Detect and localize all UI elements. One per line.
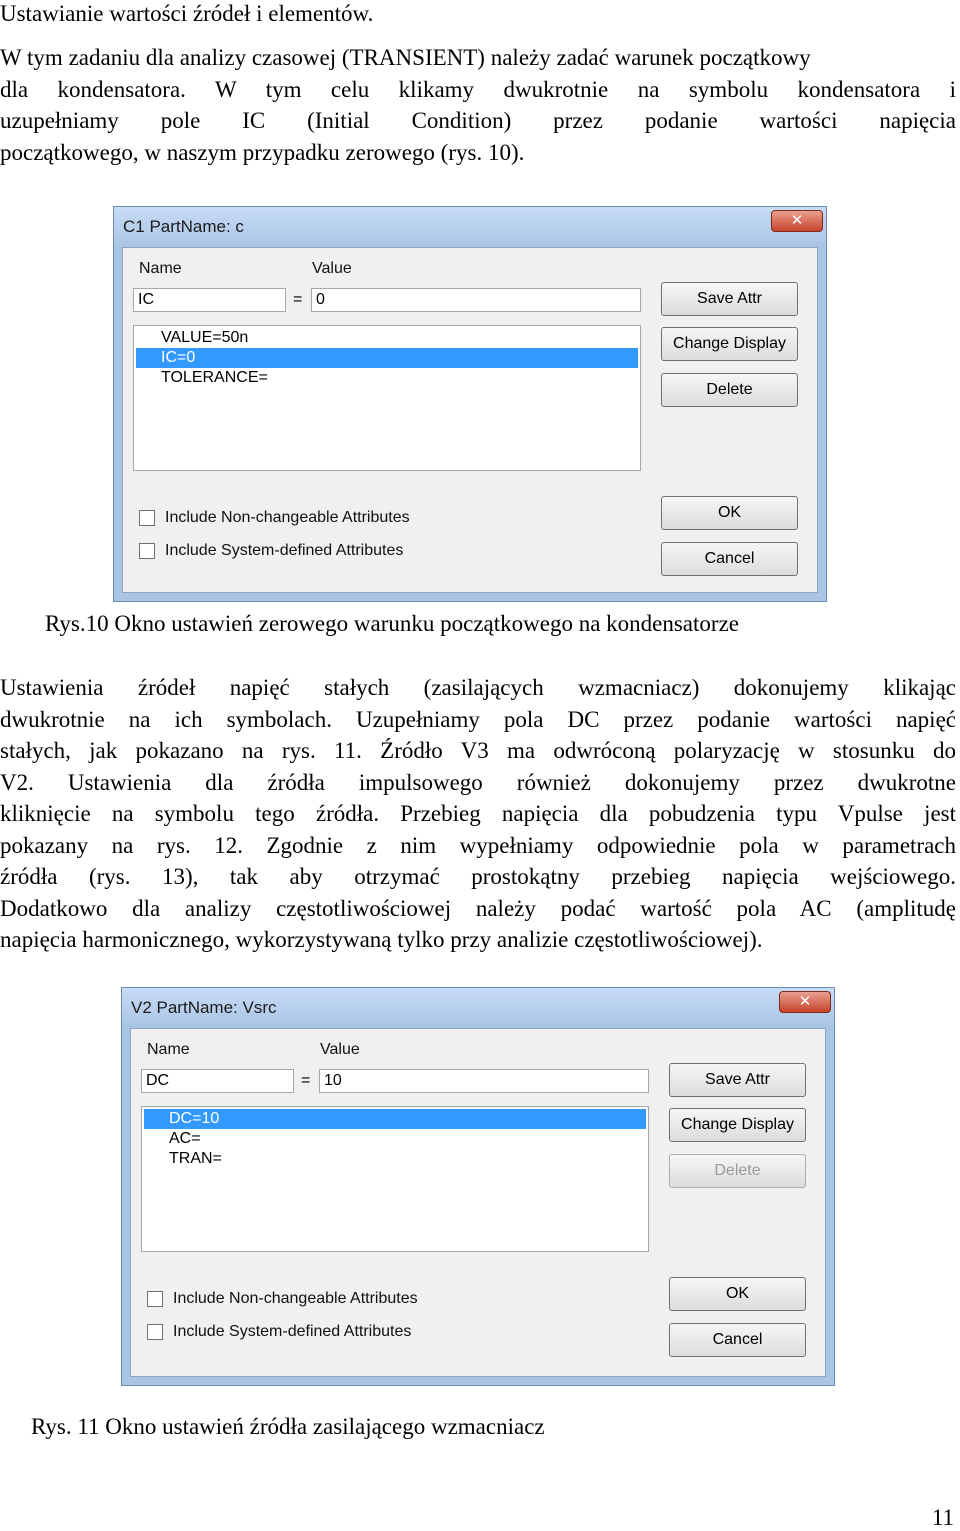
- paragraph-line: W tym zadaniu dla analizy czasowej (TRANSIENT) należy zadać warunek początkowy: [0, 45, 811, 70]
- list-item-selected[interactable]: DC=10: [144, 1109, 646, 1129]
- section-heading: Ustawianie wartości źródeł i elementów.: [0, 1, 374, 26]
- checkbox-label: Include Non-changeable Attributes: [173, 1290, 418, 1307]
- close-button[interactable]: ✕: [771, 210, 823, 232]
- paragraph-line: pokazany na rys. 12. Zgodnie z nim wypełniamy odpowiednie pola w parametrach: [0, 832, 956, 858]
- list-item[interactable]: TRAN=: [169, 1150, 222, 1167]
- value-label: Value: [312, 260, 352, 277]
- title-bar: [114, 207, 826, 247]
- capacitor-attributes-dialog: [113, 206, 827, 602]
- paragraph-line: źródła (rys. 13), tak aby otrzymać prostokątny przebieg napięcia wejściowego.: [0, 864, 956, 889]
- name-label: Name: [139, 260, 182, 277]
- checkbox-label: Include System-defined Attributes: [173, 1323, 412, 1340]
- paragraph-line: kliknięcie na symbolu tego źródła. Przebieg napięcia dla pobudzenia typu Vpulse jest: [0, 801, 956, 826]
- non-changeable-checkbox[interactable]: [147, 1291, 163, 1307]
- ok-button[interactable]: OK: [669, 1277, 806, 1311]
- paragraph-line: dla kondensatora. W tym celu klikamy dwukrotnie na symbolu kondensatora i: [0, 76, 956, 102]
- value-label: Value: [320, 1041, 360, 1058]
- paragraph-line: Ustawienia źródeł napięć stałych (zasilających wzmacniacz) dokonujemy klikając: [0, 675, 956, 700]
- equals-sign: =: [301, 1072, 311, 1089]
- list-item[interactable]: VALUE=50n: [161, 329, 249, 346]
- dialog-title: V2 PartName: Vsrc: [131, 998, 277, 1017]
- list-item-selected[interactable]: IC=0: [136, 348, 638, 368]
- delete-button[interactable]: Delete: [661, 373, 798, 407]
- equals-sign: =: [293, 291, 303, 308]
- checkbox-label: Include System-defined Attributes: [165, 542, 404, 559]
- paragraph-line: napięcia harmonicznego, wykorzystywaną tylko przy analizie częstotliwościowej).: [0, 927, 763, 952]
- attribute-list[interactable]: [141, 1106, 649, 1252]
- save-attr-button[interactable]: Save Attr: [669, 1063, 806, 1097]
- cancel-button[interactable]: Cancel: [669, 1323, 806, 1357]
- name-input[interactable]: IC: [133, 288, 286, 312]
- value-input[interactable]: 10: [319, 1069, 649, 1093]
- non-changeable-checkbox[interactable]: [139, 510, 155, 526]
- change-display-button[interactable]: Change Display: [661, 327, 798, 361]
- paragraph-line: Dodatkowo dla analizy częstotliwościowej należy podać wartość pola AC (amplitudę: [0, 895, 956, 921]
- checkbox-label: Include Non-changeable Attributes: [165, 509, 410, 526]
- ok-button[interactable]: OK: [661, 496, 798, 530]
- paragraph-line: stałych, jak pokazano na rys. 11. Źródło V3 ma odwróconą polaryzację w stosunku do: [0, 738, 956, 763]
- figure-caption: Rys. 11 Okno ustawień źródła zasilającego wzmacniacz: [31, 1414, 545, 1439]
- close-button[interactable]: ✕: [779, 991, 831, 1013]
- delete-button[interactable]: Delete: [669, 1154, 806, 1188]
- name-input[interactable]: DC: [141, 1069, 294, 1093]
- title-bar: [122, 988, 834, 1028]
- value-input[interactable]: 0: [311, 288, 641, 312]
- name-label: Name: [147, 1041, 190, 1058]
- dialog-client-area: [122, 247, 818, 593]
- paragraph-line: początkowego, w naszym przypadku zerowego (rys. 10).: [0, 139, 525, 165]
- dialog-title: C1 PartName: c: [123, 217, 244, 236]
- page-number: 11: [931, 1505, 954, 1530]
- source-attributes-dialog: [121, 987, 835, 1386]
- intro-paragraph: [0, 42, 956, 168]
- system-defined-checkbox[interactable]: [139, 543, 155, 559]
- body-paragraph: [0, 672, 956, 956]
- list-item[interactable]: TOLERANCE=: [161, 369, 268, 386]
- paragraph-line: dwukrotnie na ich symbolach. Uzupełniamy pola DC przez podanie wartości napięć: [0, 706, 956, 732]
- dialog-client-area: [130, 1028, 826, 1377]
- save-attr-button[interactable]: Save Attr: [661, 282, 798, 316]
- list-item[interactable]: AC=: [169, 1130, 201, 1147]
- paragraph-line: uzupełniamy pole IC (Initial Condition) przez podanie wartości napięcia: [0, 108, 956, 133]
- cancel-button[interactable]: Cancel: [661, 542, 798, 576]
- system-defined-checkbox[interactable]: [147, 1324, 163, 1340]
- paragraph-line: V2. Ustawienia dla źródła impulsowego również dokonujemy przez dwukrotne: [0, 769, 956, 795]
- figure-caption: Rys.10 Okno ustawień zerowego warunku początkowego na kondensatorze: [45, 611, 739, 636]
- change-display-button[interactable]: Change Display: [669, 1108, 806, 1142]
- attribute-list[interactable]: [133, 325, 641, 471]
